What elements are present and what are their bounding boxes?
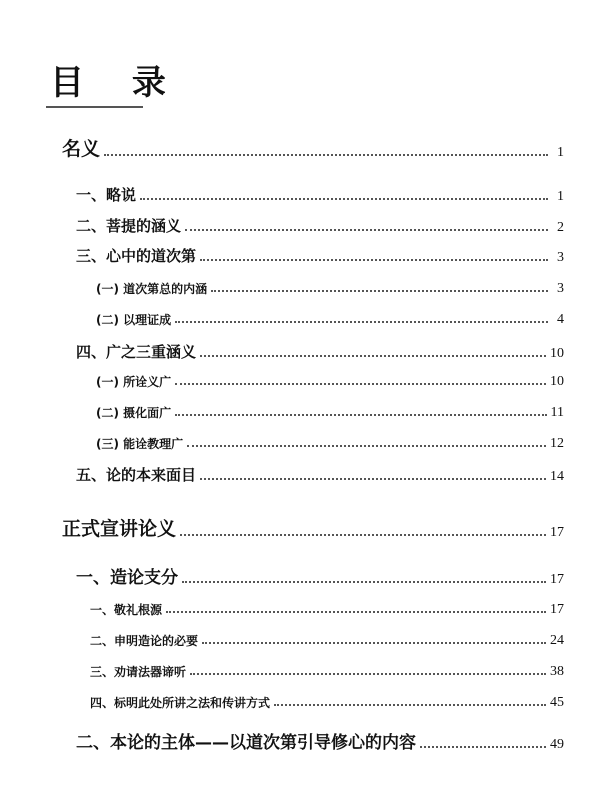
toc-entry-page: 10 <box>550 346 564 361</box>
toc-entry-section[interactable] <box>76 464 564 485</box>
leader-dots <box>190 672 546 675</box>
leader-dots <box>187 444 546 447</box>
leader-dots <box>180 533 546 536</box>
leader-dots <box>200 258 548 261</box>
toc-entry-label: 三、劝请法器谛听 <box>90 665 187 679</box>
toc-entry-page: 3 <box>557 281 564 296</box>
toc-entry-label: (一) 所诠义广 <box>96 375 172 389</box>
toc-entry-label: 一、敬礼根源 <box>90 603 163 617</box>
toc-title: 目 录 <box>50 63 184 103</box>
toc-entry-page: 38 <box>550 664 564 679</box>
toc-entry-subsection[interactable] <box>96 311 564 328</box>
toc-entry-label: (二) 以理证成 <box>96 313 172 327</box>
leader-dots <box>140 197 548 200</box>
leader-dots <box>175 320 548 323</box>
toc-entry-page: 3 <box>557 250 564 265</box>
toc-entry-page: 12 <box>550 436 564 451</box>
toc-entry-label: (二) 摄化面广 <box>96 406 172 420</box>
toc-entry-section[interactable] <box>76 341 564 362</box>
leader-dots <box>202 641 546 644</box>
toc-entry-label: 五、论的本来面目 <box>76 466 197 484</box>
toc-entry-label: 一、略说 <box>76 186 137 204</box>
leader-dots <box>420 745 546 748</box>
toc-entry-label: 二、本论的主体——以道次第引导修心的内容 <box>76 733 416 753</box>
leader-dots <box>211 289 548 292</box>
toc-entry-label: 名义 <box>62 138 101 160</box>
leader-dots <box>200 354 546 357</box>
leader-dots <box>182 580 546 583</box>
toc-entry-page: 2 <box>557 220 564 235</box>
leader-dots <box>175 413 546 416</box>
toc-entry-label: 一、造论支分 <box>76 568 178 588</box>
toc-entry-subsection[interactable] <box>96 404 564 421</box>
toc-entry-subsection[interactable] <box>96 435 564 452</box>
leader-dots <box>166 610 546 613</box>
toc-entry-label: 四、标明此处所讲之法和传讲方式 <box>90 696 271 710</box>
toc-entry-page: 49 <box>550 737 564 752</box>
toc-entry-subsection[interactable] <box>90 632 564 649</box>
toc-entry-page: 10 <box>550 374 564 389</box>
toc-entry-page: 45 <box>550 695 564 710</box>
toc-entry-page: 17 <box>550 525 564 540</box>
toc-entry-page: 11 <box>550 405 564 420</box>
toc-entry-chapter[interactable] <box>62 134 564 161</box>
toc-entry-page: 14 <box>550 469 564 484</box>
toc-entry-section[interactable] <box>76 215 564 236</box>
title-underline <box>46 106 143 108</box>
toc-entry-label: 二、菩提的涵义 <box>76 217 182 235</box>
toc-entry-page: 1 <box>557 189 564 204</box>
toc-entry-label: 四、广之三重涵义 <box>76 343 197 361</box>
leader-dots <box>274 703 546 706</box>
toc-entry-section[interactable] <box>76 728 564 753</box>
toc-entry-section[interactable] <box>76 184 564 205</box>
toc-entry-page: 1 <box>557 145 564 160</box>
toc-entry-section[interactable] <box>76 245 564 266</box>
leader-dots <box>185 228 548 231</box>
toc-entry-subsection[interactable] <box>96 280 564 297</box>
toc-entry-section[interactable] <box>76 563 564 588</box>
toc-entry-page: 17 <box>550 602 564 617</box>
leader-dots <box>104 153 548 156</box>
toc-entry-subsection[interactable] <box>90 694 564 711</box>
leader-dots <box>200 477 546 480</box>
toc-entry-subsection[interactable] <box>90 601 564 618</box>
toc-entry-subsection[interactable] <box>96 373 564 390</box>
toc-entry-label: 正式宣讲论义 <box>62 518 177 540</box>
toc-entry-page: 4 <box>557 312 564 327</box>
toc-entry-chapter[interactable] <box>62 514 564 541</box>
leader-dots <box>175 382 546 385</box>
toc-entry-label: 三、心中的道次第 <box>76 247 197 265</box>
toc-entry-label: 二、申明造论的必要 <box>90 634 199 648</box>
toc-entry-page: 17 <box>550 572 564 587</box>
toc-entry-page: 24 <box>550 633 564 648</box>
toc-entry-label: (三) 能诠教理广 <box>96 437 184 451</box>
toc-entry-label: (一) 道次第总的内涵 <box>96 282 208 296</box>
toc-entry-subsection[interactable] <box>90 663 564 680</box>
